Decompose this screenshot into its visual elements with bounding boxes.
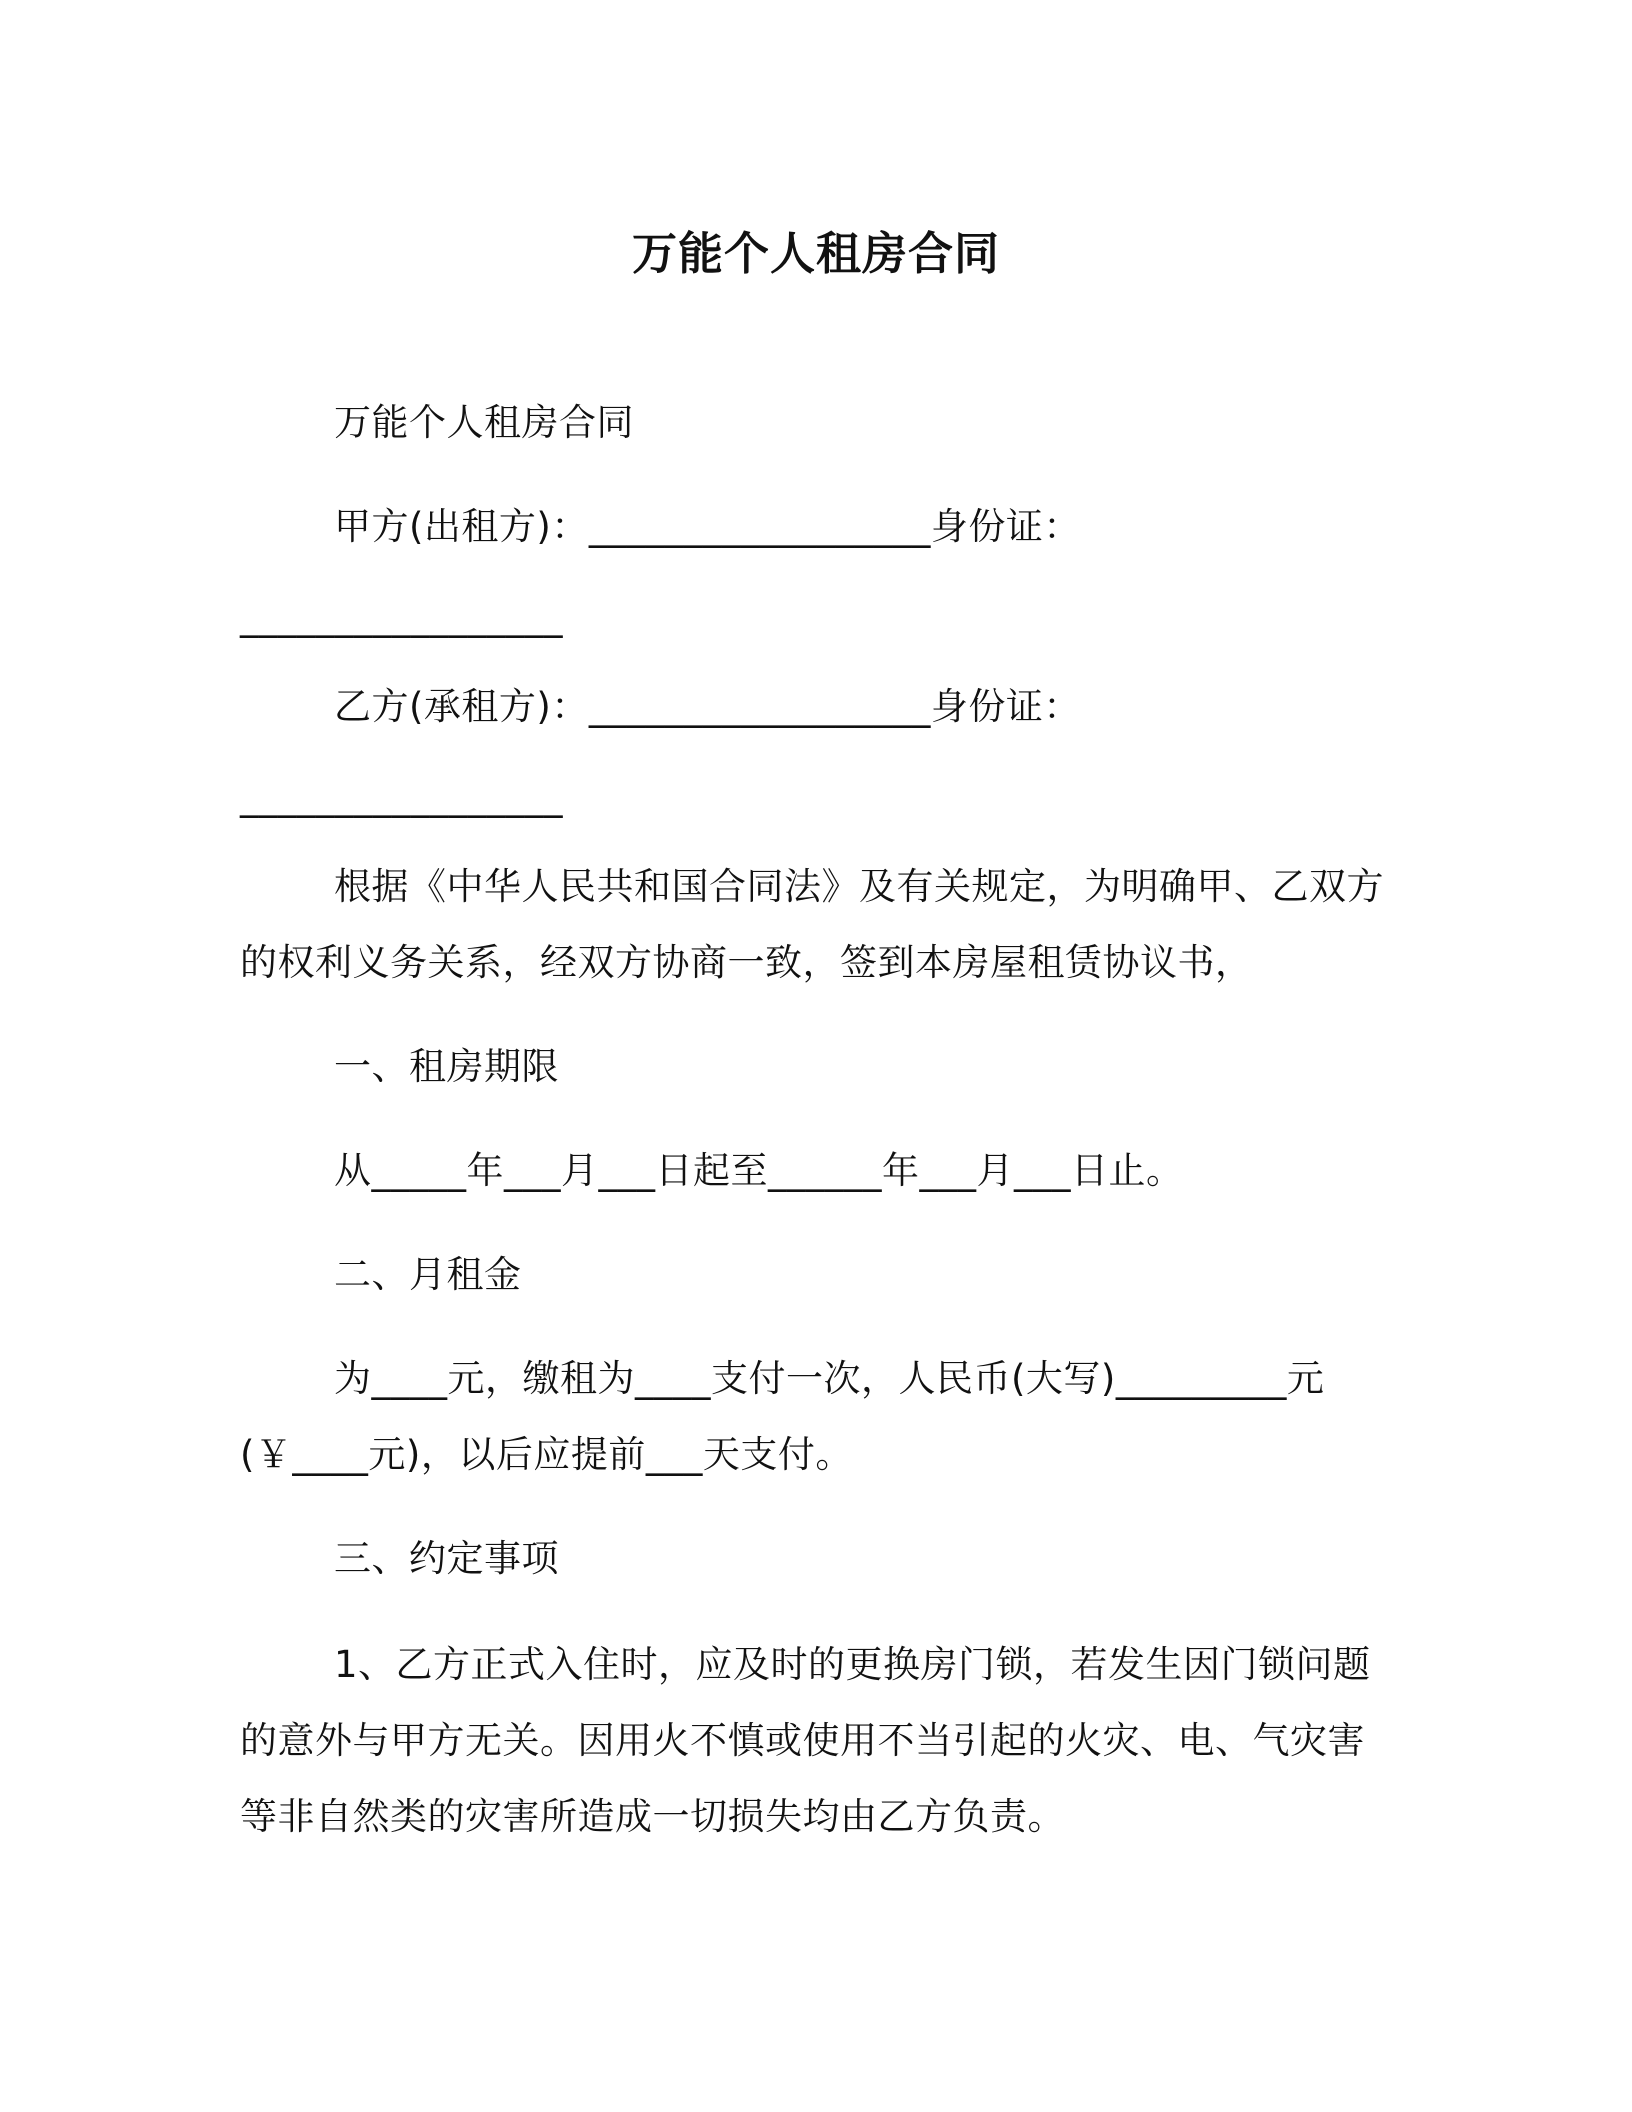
clause-1-line-2: 的意外与甲方无关。因用火不慎或使用不当引起的火灾、电、气灾害 [240, 1719, 1365, 1762]
clause-1-line-3: 等非自然类的灾害所造成一切损失均由乙方负责。 [240, 1795, 1065, 1838]
party-b-id-blank: _________________ [240, 775, 563, 818]
party-a-line: 甲方(出租方)：__________________身份证： [334, 505, 1081, 548]
subtitle-line: 万能个人租房合同 [334, 401, 634, 444]
document-title: 万能个人租房合同 [631, 227, 1000, 280]
preamble-line-1: 根据《中华人民共和国合同法》及有关规定，为明确甲、乙双方 [334, 865, 1384, 908]
clause-1-line-1: 1、乙方正式入住时，应及时的更换房门锁，若发生因门锁问题 [334, 1643, 1371, 1686]
section-3-heading: 三、约定事项 [334, 1537, 559, 1580]
section-2-heading: 二、月租金 [334, 1253, 522, 1296]
lease-term-line: 从_____年___月___日起至______年___月___日止。 [334, 1149, 1184, 1192]
preamble-line-2: 的权利义务关系，经双方协商一致，签到本房屋租赁协议书， [240, 941, 1253, 984]
rent-line-2: (￥____元)，以后应提前___天支付。 [240, 1433, 853, 1476]
party-b-line: 乙方(承租方)：__________________身份证： [334, 685, 1081, 728]
rent-line-1: 为____元，缴租为____支付一次，人民币(大写)_________元 [334, 1357, 1325, 1400]
party-a-id-blank: _________________ [240, 595, 563, 638]
section-1-heading: 一、租房期限 [334, 1045, 559, 1088]
